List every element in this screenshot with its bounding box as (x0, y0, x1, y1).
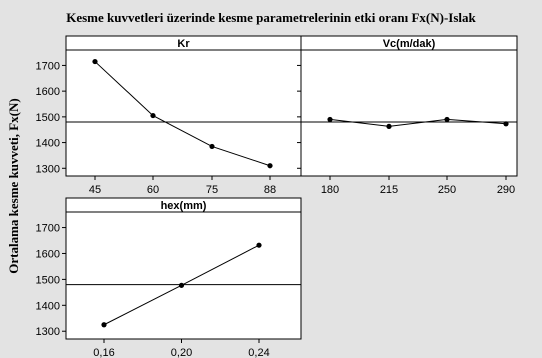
x-tick-label: 88 (263, 184, 277, 196)
panel-2 (297, 36, 517, 196)
y-tick-label: 1500 (35, 274, 60, 287)
panel-frame (66, 36, 301, 176)
y-tick-label: 1700 (35, 222, 60, 235)
x-tick-label: 60 (146, 184, 160, 196)
data-point (101, 322, 106, 327)
x-tick-label: 180 (320, 184, 340, 196)
y-tick-label: 1600 (35, 248, 60, 261)
panel-title: Vc(m/dak) (382, 38, 436, 50)
chart-title: Kesme kuvvetleri üzerinde kesme parametrelerinin etki oranı Fx(N)-Islak (66, 10, 476, 25)
x-tick-label: 215 (379, 184, 399, 196)
panels-group (36, 36, 517, 358)
x-tick-label: 75 (205, 184, 219, 196)
x-tick-label: 0,16 (93, 347, 115, 358)
x-tick-label: 0,20 (170, 347, 193, 358)
data-point (150, 113, 155, 118)
y-axis-label: Ortalama kesme kuvveti, Fx(N) (6, 98, 21, 274)
data-point (267, 163, 272, 168)
panel-title: Kr (177, 38, 190, 50)
panel-1 (36, 36, 301, 196)
panel-frame (66, 198, 301, 339)
data-point (179, 283, 184, 288)
data-point (209, 144, 214, 149)
y-tick-label: 1400 (35, 137, 60, 150)
y-tick-label: 1300 (35, 326, 60, 339)
data-point (386, 124, 391, 129)
data-point (327, 117, 332, 122)
y-tick-label: 1500 (35, 111, 60, 124)
x-tick-label: 290 (496, 184, 516, 196)
x-tick-label: 250 (437, 184, 457, 196)
data-point (92, 59, 97, 64)
data-point (503, 121, 508, 126)
y-tick-label: 1400 (35, 300, 60, 313)
x-tick-label: 0,24 (248, 347, 270, 358)
data-point (444, 117, 449, 122)
panel-frame (301, 36, 517, 176)
data-point (256, 243, 261, 248)
y-tick-label: 1700 (35, 60, 60, 73)
panel-3 (36, 198, 301, 358)
y-tick-label: 1600 (35, 86, 60, 99)
panel-title: hex(mm) (160, 200, 207, 212)
y-tick-label: 1300 (35, 163, 60, 176)
x-tick-label: 45 (88, 184, 102, 196)
